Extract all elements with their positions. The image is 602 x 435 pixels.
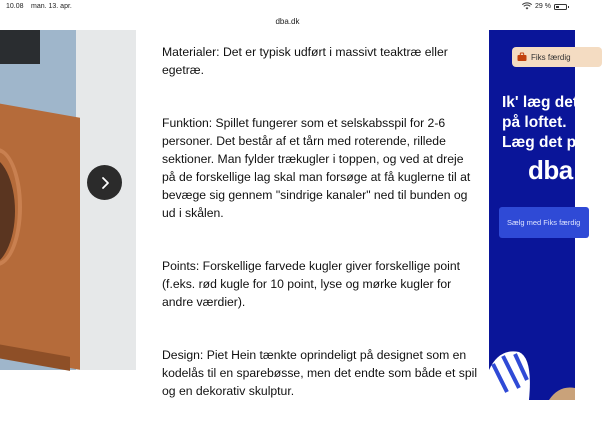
ad-cta-button[interactable] <box>499 207 589 238</box>
next-image-button[interactable] <box>87 165 122 200</box>
paragraph-function: Funktion: Spillet fungerer som et selskabsspil for 2-6 personer. Det består af et tårn med roterende, rillede sektioner. Man fylder trækugler i toppen, og ved at dreje på de forskellige lag skal man forsøge at få kuglerne til at bevæge sig gennem "sindrige kanaler" ned til bunden og ud i skålen. <box>162 116 471 220</box>
product-image-object <box>0 30 40 64</box>
address-bar[interactable] <box>0 13 575 30</box>
chevron-right-icon <box>98 176 112 190</box>
toolbox-icon <box>517 52 527 62</box>
paragraph-points: Points: Forskellige farvede kugler giver forskellige point (f.eks. rød kugle for 10 point, lyse og mørke kugler for andre værdier). <box>162 259 461 309</box>
wifi-icon <box>522 3 532 10</box>
ad-badge-label: Fiks færdig <box>531 52 571 62</box>
url-text: dba.dk <box>275 17 300 26</box>
advertisement[interactable] <box>489 30 585 400</box>
paragraph-materials: Materialer: Det er typisk udført i massivt teaktræ eller egetræ. <box>162 45 448 77</box>
ad-cta-label: Sælg med Fiks færdig <box>507 218 581 227</box>
product-image-background <box>76 30 136 370</box>
article-description <box>162 43 480 435</box>
paragraph-design: Design: Piet Hein tænkte oprindeligt på designet som en kodelås til en sparebøsse, men det endte som både et spil og en dekorativ skulptur. <box>162 348 478 398</box>
dba-logo: dba <box>528 155 573 185</box>
battery-percent: 29 % <box>535 3 551 10</box>
status-bar <box>0 0 575 14</box>
ad-badge[interactable] <box>512 47 602 67</box>
ad-headline: Ik' læg det på loftet. Læg det på <box>502 94 585 151</box>
product-image-gallery[interactable] <box>0 30 136 370</box>
ad-illustration <box>489 330 575 400</box>
status-date: man. 13. apr. <box>31 3 72 10</box>
battery-icon <box>554 4 567 10</box>
status-indicators <box>522 3 567 10</box>
status-time: 10.08 <box>6 3 24 10</box>
